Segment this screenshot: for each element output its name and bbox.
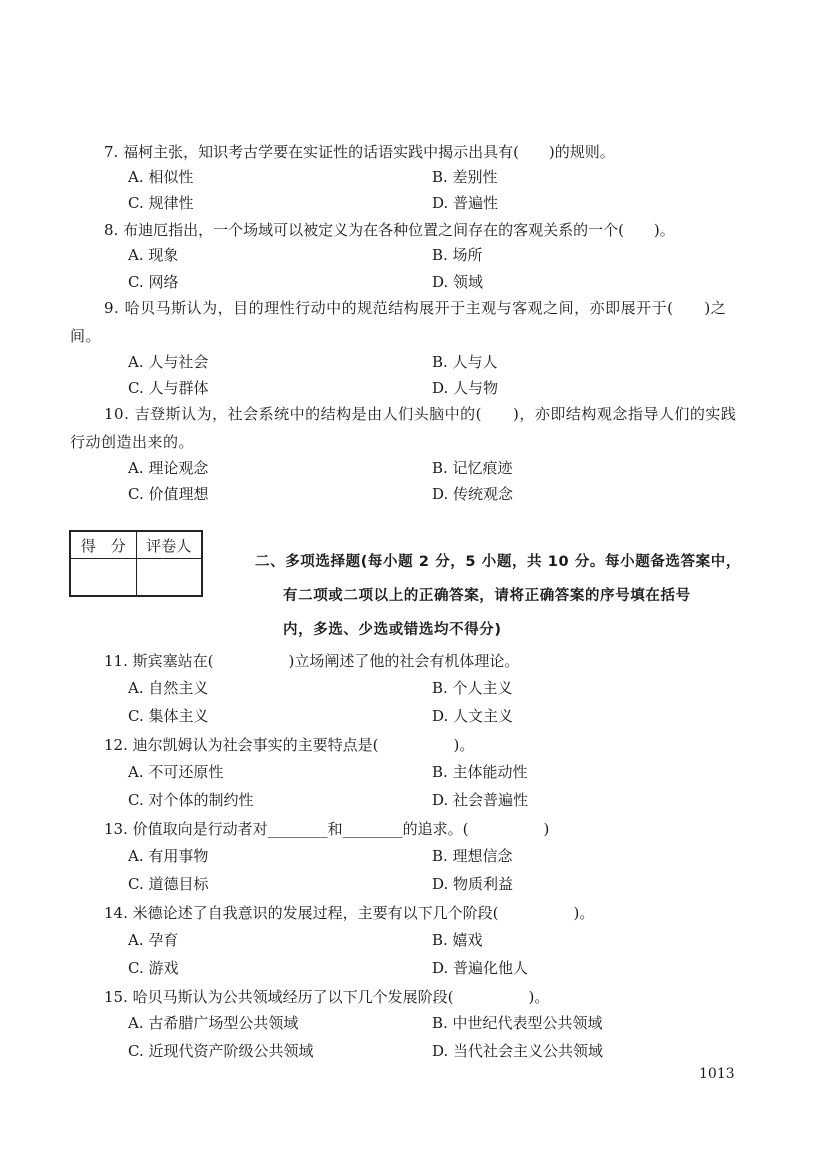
question-13-option-a: A. 有用事物: [128, 847, 209, 865]
question-12-option-c: C. 对个体的制约性: [128, 791, 254, 809]
question-12-option-d: D. 社会普遍性: [432, 791, 529, 809]
question-7-option-c: C. 规律性: [128, 194, 194, 212]
grader-label: 评卷人: [136, 531, 202, 559]
question-14-option-d: D. 普遍化他人: [432, 959, 529, 977]
question-10-option-d: D. 传统观念: [432, 485, 514, 503]
question-9-stem: 9. 哈贝马斯认为，目的理性行动中的规范结构展开于主观与客观之间，亦即展开于( )之间。: [70, 299, 727, 345]
question-9-option-c: C. 人与群体: [128, 379, 209, 397]
question-13-option-d: D. 物质利益: [432, 875, 514, 893]
question-10-option-c: C. 价值理想: [128, 485, 209, 503]
section-two-line-2: 有二项或二项以上的正确答案，请将正确答案的序号填在括号: [283, 588, 691, 604]
grader-cell: [136, 559, 202, 597]
question-15-option-c: C. 近现代资产阶级公共领域: [128, 1042, 314, 1060]
question-14-stem: 14. 米德论述了自我意识的发展过程，主要有以下几个阶段( )。: [104, 904, 595, 922]
question-8-option-b: B. 场所: [432, 246, 483, 264]
page-number: 1013: [699, 1066, 735, 1082]
question-8-option-d: D. 领域: [432, 273, 484, 291]
question-15-option-d: D. 当代社会主义公共领域: [432, 1042, 604, 1060]
question-7-option-a: A. 相似性: [128, 168, 194, 186]
question-12-stem: 12. 迪尔凯姆认为社会事实的主要特点是( )。: [104, 736, 475, 754]
question-13-option-b: B. 理想信念: [432, 847, 513, 865]
question-15-option-b: B. 中世纪代表型公共领域: [432, 1014, 603, 1032]
question-10-option-a: A. 理论观念: [128, 459, 209, 477]
question-7-option-b: B. 差别性: [432, 168, 498, 186]
question-14-option-b: B. 嬉戏: [432, 931, 483, 949]
question-14-option-c: C. 游戏: [128, 959, 179, 977]
section-two-line-1: 二、多项选择题(每小题 2 分，5 小题，共 10 分。每小题备选答案中，: [255, 554, 741, 570]
question-9-option-d: D. 人与物: [432, 379, 499, 397]
question-13-option-c: C. 道德目标: [128, 875, 209, 893]
question-11-option-a: A. 自然主义: [128, 679, 209, 697]
question-13-stem: 13. 价值取向是行动者对________和________的追求。( ): [104, 820, 550, 838]
question-9-option-a: A. 人与社会: [128, 353, 209, 371]
question-11-option-b: B. 个人主义: [432, 679, 513, 697]
question-8-option-a: A. 现象: [128, 246, 179, 264]
question-10-stem: 10. 吉登斯认为，社会系统中的结构是由人们头脑中的( )，亦即结构观念指导人们的实践行动创造出来的。: [70, 405, 737, 451]
question-8-stem: 8. 布迪厄指出，一个场域可以被定义为在各种位置之间存在的客观关系的一个( )。: [104, 221, 675, 239]
question-7-stem: 7. 福柯主张，知识考古学要在实证性的话语实践中揭示出具有( )的规则。: [104, 143, 615, 161]
question-11-stem: 11. 斯宾塞站在( )立场阐述了他的社会有机体理论。: [104, 652, 520, 670]
question-14-option-a: A. 孕育: [128, 931, 179, 949]
score-cell: [70, 559, 136, 597]
question-8-option-c: C. 网络: [128, 273, 179, 291]
question-7-option-d: D. 普遍性: [432, 194, 499, 212]
section-two-line-3: 内，多选、少选或错选均不得分): [283, 622, 502, 638]
question-15-stem: 15. 哈贝马斯认为公共领域经历了以下几个发展阶段( )。: [104, 988, 550, 1006]
question-15-option-a: A. 古希腊广场型公共领域: [128, 1014, 299, 1032]
score-table: [69, 530, 203, 597]
score-label: 得 分: [70, 531, 136, 559]
question-11-option-c: C. 集体主义: [128, 707, 209, 725]
question-11-option-d: D. 人文主义: [432, 707, 514, 725]
question-12-option-a: A. 不可还原性: [128, 763, 224, 781]
question-9-option-b: B. 人与人: [432, 353, 498, 371]
question-10-option-b: B. 记忆痕迹: [432, 459, 513, 477]
question-12-option-b: B. 主体能动性: [432, 763, 528, 781]
